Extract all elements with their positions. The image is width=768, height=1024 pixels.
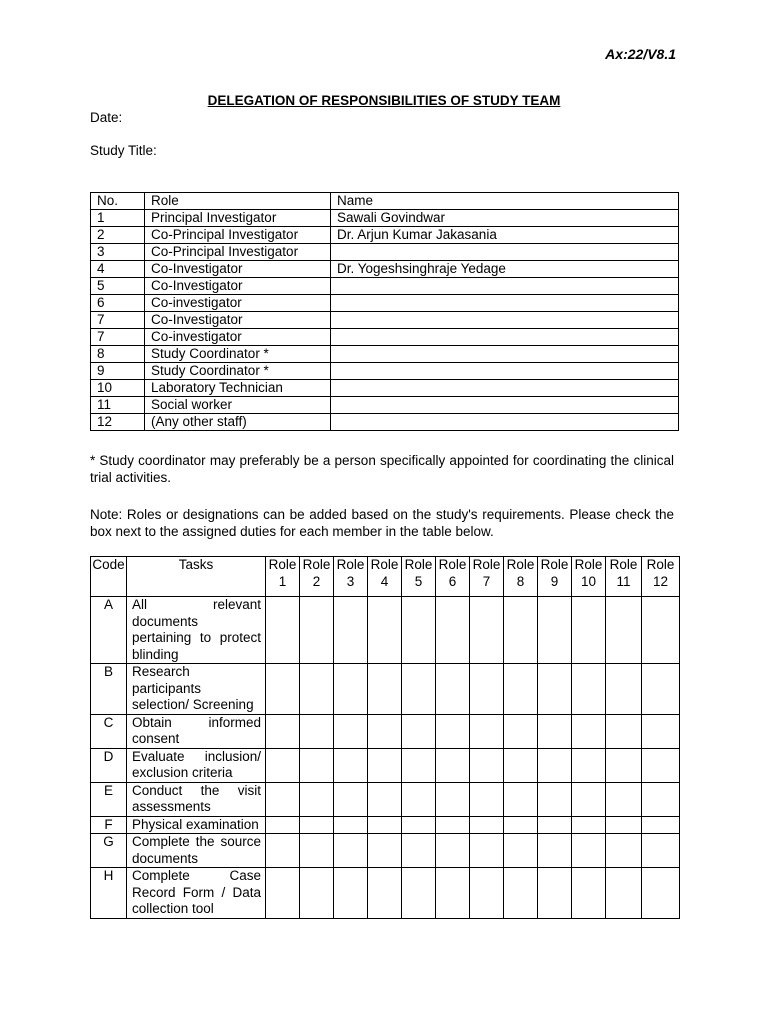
task-description: Complete Case Record Form / Data collection tool <box>127 868 266 919</box>
team-row <box>91 210 679 227</box>
role-8-checkbox-cell[interactable] <box>504 816 538 834</box>
team-cell-name[interactable] <box>331 346 679 363</box>
role-8-checkbox-cell[interactable] <box>504 597 538 664</box>
role-12-checkbox-cell[interactable] <box>642 748 680 782</box>
team-cell-role: Study Coordinator * <box>145 346 331 363</box>
role-11-checkbox-cell[interactable] <box>606 664 642 715</box>
role-7-checkbox-cell[interactable] <box>470 868 504 919</box>
header-role-8 <box>504 557 538 597</box>
team-cell-name[interactable] <box>331 363 679 380</box>
role-12-checkbox-cell[interactable] <box>642 782 680 816</box>
team-cell-name[interactable]: Dr. Yogeshsinghraje Yedage <box>331 261 679 278</box>
team-row <box>91 414 679 431</box>
team-cell-no: 7 <box>91 312 145 329</box>
team-cell-no: 4 <box>91 261 145 278</box>
role-12-checkbox-cell[interactable] <box>642 834 680 868</box>
role-2-checkbox-cell[interactable] <box>300 664 334 715</box>
team-cell-name[interactable] <box>331 244 679 261</box>
role-3-checkbox-cell[interactable] <box>334 748 368 782</box>
role-12-checkbox-cell[interactable] <box>642 714 680 748</box>
roles-note: Note: Roles or designations can be added based on the study's requirements. Please check the box next to the assigned duties for each member in the table below. <box>90 507 674 539</box>
team-cell-role: (Any other staff) <box>145 414 331 431</box>
header-role-word: Role <box>609 557 638 572</box>
role-4-checkbox-cell[interactable] <box>368 664 402 715</box>
header-role-number: 6 <box>448 573 457 589</box>
role-6-checkbox-cell[interactable] <box>436 714 470 748</box>
role-3-checkbox-cell[interactable] <box>334 664 368 715</box>
team-cell-name[interactable] <box>331 414 679 431</box>
role-9-checkbox-cell[interactable] <box>538 868 572 919</box>
header-role-word: Role <box>646 557 675 572</box>
role-4-checkbox-cell[interactable] <box>368 816 402 834</box>
role-4-checkbox-cell[interactable] <box>368 834 402 868</box>
team-cell-no: 12 <box>91 414 145 431</box>
team-cell-name[interactable]: Dr. Arjun Kumar Jakasania <box>331 227 679 244</box>
role-7-checkbox-cell[interactable] <box>470 834 504 868</box>
role-8-checkbox-cell[interactable] <box>504 834 538 868</box>
header-role-word: Role <box>574 557 603 572</box>
role-12-checkbox-cell[interactable] <box>642 597 680 664</box>
role-6-checkbox-cell[interactable] <box>436 748 470 782</box>
role-10-checkbox-cell[interactable] <box>572 597 606 664</box>
team-cell-no: 7 <box>91 329 145 346</box>
header-role-word: Role <box>506 557 535 572</box>
header-role-11 <box>606 557 642 597</box>
task-description: All relevant documents pertaining to protect blinding <box>127 597 266 664</box>
role-8-checkbox-cell[interactable] <box>504 782 538 816</box>
role-10-checkbox-cell[interactable] <box>572 782 606 816</box>
study-coordinator-footnote: * Study coordinator may preferably be a person specifically appointed for coordinating the clinical trial activities. <box>90 453 674 485</box>
role-6-checkbox-cell[interactable] <box>436 868 470 919</box>
role-10-checkbox-cell[interactable] <box>572 748 606 782</box>
role-1-checkbox-cell[interactable] <box>266 748 300 782</box>
team-cell-no: 6 <box>91 295 145 312</box>
team-row <box>91 312 679 329</box>
team-cell-role: Co-investigator <box>145 295 331 312</box>
team-cell-no: 11 <box>91 397 145 414</box>
role-5-checkbox-cell[interactable] <box>402 782 436 816</box>
team-cell-role: Social worker <box>145 397 331 414</box>
header-role-number: 11 <box>616 573 631 589</box>
role-5-checkbox-cell[interactable] <box>402 597 436 664</box>
header-role-word: Role <box>472 557 501 572</box>
role-12-checkbox-cell[interactable] <box>642 868 680 919</box>
task-row <box>91 748 680 782</box>
role-2-checkbox-cell[interactable] <box>300 597 334 664</box>
header-role-word: Role <box>370 557 399 572</box>
team-row <box>91 363 679 380</box>
task-description: Obtain informed consent <box>127 714 266 748</box>
role-5-checkbox-cell[interactable] <box>402 816 436 834</box>
header-role-number: 7 <box>482 573 491 589</box>
page-title: DELEGATION OF RESPONSIBILITIES OF STUDY TEAM <box>207 93 561 108</box>
role-2-checkbox-cell[interactable] <box>300 748 334 782</box>
role-10-checkbox-cell[interactable] <box>572 714 606 748</box>
role-11-checkbox-cell[interactable] <box>606 782 642 816</box>
team-cell-name[interactable]: Sawali Govindwar <box>331 210 679 227</box>
header-tasks: Tasks <box>127 557 266 597</box>
role-7-checkbox-cell[interactable] <box>470 714 504 748</box>
header-role-6 <box>436 557 470 597</box>
task-code: A <box>91 597 127 664</box>
team-cell-name[interactable] <box>331 312 679 329</box>
header-role-word: Role <box>404 557 433 572</box>
role-2-checkbox-cell[interactable] <box>300 816 334 834</box>
role-9-checkbox-cell[interactable] <box>538 664 572 715</box>
role-8-checkbox-cell[interactable] <box>504 748 538 782</box>
header-role-2 <box>300 557 334 597</box>
role-10-checkbox-cell[interactable] <box>572 834 606 868</box>
team-cell-no: 5 <box>91 278 145 295</box>
role-9-checkbox-cell[interactable] <box>538 782 572 816</box>
role-6-checkbox-cell[interactable] <box>436 597 470 664</box>
team-cell-name[interactable] <box>331 329 679 346</box>
role-1-checkbox-cell[interactable] <box>266 782 300 816</box>
header-role-number: 3 <box>346 573 355 589</box>
role-5-checkbox-cell[interactable] <box>402 714 436 748</box>
role-4-checkbox-cell[interactable] <box>368 714 402 748</box>
team-cell-role: Co-Investigator <box>145 312 331 329</box>
task-row <box>91 868 680 919</box>
team-row <box>91 244 679 261</box>
team-row <box>91 227 679 244</box>
team-cell-name[interactable] <box>331 397 679 414</box>
header-role-10 <box>572 557 606 597</box>
team-cell-no: 1 <box>91 210 145 227</box>
role-6-checkbox-cell[interactable] <box>436 782 470 816</box>
role-3-checkbox-cell[interactable] <box>334 782 368 816</box>
role-9-checkbox-cell[interactable] <box>538 714 572 748</box>
role-12-checkbox-cell[interactable] <box>642 816 680 834</box>
role-4-checkbox-cell[interactable] <box>368 748 402 782</box>
header-role-number: 9 <box>550 573 559 589</box>
role-5-checkbox-cell[interactable] <box>402 664 436 715</box>
team-cell-role: Co-investigator <box>145 329 331 346</box>
role-2-checkbox-cell[interactable] <box>300 782 334 816</box>
role-9-checkbox-cell[interactable] <box>538 816 572 834</box>
header-role-word: Role <box>302 557 331 572</box>
task-code: E <box>91 782 127 816</box>
task-row <box>91 782 680 816</box>
role-9-checkbox-cell[interactable] <box>538 748 572 782</box>
header-name: Name <box>331 193 679 210</box>
header-role-5 <box>402 557 436 597</box>
team-cell-role: Laboratory Technician <box>145 380 331 397</box>
date-label: Date: <box>90 110 123 125</box>
study-title-label: Study Title: <box>90 143 157 158</box>
role-8-checkbox-cell[interactable] <box>504 664 538 715</box>
role-7-checkbox-cell[interactable] <box>470 816 504 834</box>
role-9-checkbox-cell[interactable] <box>538 834 572 868</box>
role-1-checkbox-cell[interactable] <box>266 816 300 834</box>
task-code: H <box>91 868 127 919</box>
role-3-checkbox-cell[interactable] <box>334 868 368 919</box>
header-role-number: 1 <box>278 573 287 589</box>
header-role-number: 10 <box>580 573 597 589</box>
header-no: No. <box>91 193 145 210</box>
header-code: Code <box>91 557 127 597</box>
task-description: Research participants selection/ Screening <box>127 664 266 715</box>
team-cell-no: 9 <box>91 363 145 380</box>
team-cell-no: 8 <box>91 346 145 363</box>
role-11-checkbox-cell[interactable] <box>606 816 642 834</box>
role-1-checkbox-cell[interactable] <box>266 664 300 715</box>
role-11-checkbox-cell[interactable] <box>606 868 642 919</box>
team-table-header-row <box>91 193 679 210</box>
team-row <box>91 329 679 346</box>
task-row <box>91 597 680 664</box>
header-role-number: 5 <box>414 573 423 589</box>
team-row <box>91 295 679 312</box>
role-2-checkbox-cell[interactable] <box>300 834 334 868</box>
header-role-number: 4 <box>380 573 389 589</box>
role-11-checkbox-cell[interactable] <box>606 597 642 664</box>
header-role-word: Role <box>268 557 297 572</box>
role-1-checkbox-cell[interactable] <box>266 834 300 868</box>
task-code: G <box>91 834 127 868</box>
team-row <box>91 261 679 278</box>
role-5-checkbox-cell[interactable] <box>402 834 436 868</box>
header-role-number: 12 <box>652 573 669 589</box>
task-description: Conduct the visit assessments <box>127 782 266 816</box>
team-cell-role: Co-Investigator <box>145 278 331 295</box>
task-row <box>91 816 680 834</box>
header-role-12 <box>642 557 680 597</box>
task-code: C <box>91 714 127 748</box>
role-10-checkbox-cell[interactable] <box>572 816 606 834</box>
header-role-number: 8 <box>516 573 525 589</box>
role-6-checkbox-cell[interactable] <box>436 816 470 834</box>
task-description: Evaluate inclusion/ exclusion criteria <box>127 748 266 782</box>
role-4-checkbox-cell[interactable] <box>368 597 402 664</box>
team-row <box>91 278 679 295</box>
team-cell-name[interactable] <box>331 380 679 397</box>
role-1-checkbox-cell[interactable] <box>266 868 300 919</box>
role-7-checkbox-cell[interactable] <box>470 597 504 664</box>
role-6-checkbox-cell[interactable] <box>436 664 470 715</box>
header-role-7 <box>470 557 504 597</box>
team-row <box>91 346 679 363</box>
role-6-checkbox-cell[interactable] <box>436 834 470 868</box>
role-8-checkbox-cell[interactable] <box>504 868 538 919</box>
role-3-checkbox-cell[interactable] <box>334 597 368 664</box>
role-2-checkbox-cell[interactable] <box>300 714 334 748</box>
header-role: Role <box>145 193 331 210</box>
role-7-checkbox-cell[interactable] <box>470 782 504 816</box>
header-role-4 <box>368 557 402 597</box>
task-description: Physical examination <box>127 816 266 834</box>
task-table-header-row <box>91 557 680 597</box>
role-9-checkbox-cell[interactable] <box>538 597 572 664</box>
task-row <box>91 834 680 868</box>
task-description: Complete the source documents <box>127 834 266 868</box>
team-cell-role: Co-Principal Investigator <box>145 227 331 244</box>
header-role-word: Role <box>540 557 569 572</box>
role-7-checkbox-cell[interactable] <box>470 664 504 715</box>
study-team-table <box>90 192 679 431</box>
team-cell-no: 2 <box>91 227 145 244</box>
role-7-checkbox-cell[interactable] <box>470 748 504 782</box>
role-3-checkbox-cell[interactable] <box>334 714 368 748</box>
role-4-checkbox-cell[interactable] <box>368 868 402 919</box>
header-role-word: Role <box>336 557 365 572</box>
role-11-checkbox-cell[interactable] <box>606 834 642 868</box>
team-cell-role: Co-Investigator <box>145 261 331 278</box>
role-1-checkbox-cell[interactable] <box>266 714 300 748</box>
role-8-checkbox-cell[interactable] <box>504 714 538 748</box>
role-4-checkbox-cell[interactable] <box>368 782 402 816</box>
role-3-checkbox-cell[interactable] <box>334 816 368 834</box>
role-2-checkbox-cell[interactable] <box>300 868 334 919</box>
team-cell-role: Co-Principal Investigator <box>145 244 331 261</box>
role-10-checkbox-cell[interactable] <box>572 664 606 715</box>
team-cell-no: 3 <box>91 244 145 261</box>
role-12-checkbox-cell[interactable] <box>642 664 680 715</box>
role-5-checkbox-cell[interactable] <box>402 748 436 782</box>
team-cell-role: Study Coordinator * <box>145 363 331 380</box>
task-code: F <box>91 816 127 834</box>
role-3-checkbox-cell[interactable] <box>334 834 368 868</box>
task-code: B <box>91 664 127 715</box>
team-cell-role: Principal Investigator <box>145 210 331 227</box>
team-cell-no: 10 <box>91 380 145 397</box>
header-role-3 <box>334 557 368 597</box>
header-role-number: 2 <box>312 573 321 589</box>
task-row <box>91 664 680 715</box>
team-row <box>91 397 679 414</box>
document-code: Ax:22/V8.1 <box>605 46 676 62</box>
header-role-word: Role <box>438 557 467 572</box>
header-role-1 <box>266 557 300 597</box>
role-11-checkbox-cell[interactable] <box>606 714 642 748</box>
team-row <box>91 380 679 397</box>
role-11-checkbox-cell[interactable] <box>606 748 642 782</box>
task-delegation-table <box>90 556 680 919</box>
header-role-9 <box>538 557 572 597</box>
team-cell-name[interactable] <box>331 295 679 312</box>
team-cell-name[interactable] <box>331 278 679 295</box>
task-code: D <box>91 748 127 782</box>
role-5-checkbox-cell[interactable] <box>402 868 436 919</box>
role-1-checkbox-cell[interactable] <box>266 597 300 664</box>
role-10-checkbox-cell[interactable] <box>572 868 606 919</box>
task-row <box>91 714 680 748</box>
